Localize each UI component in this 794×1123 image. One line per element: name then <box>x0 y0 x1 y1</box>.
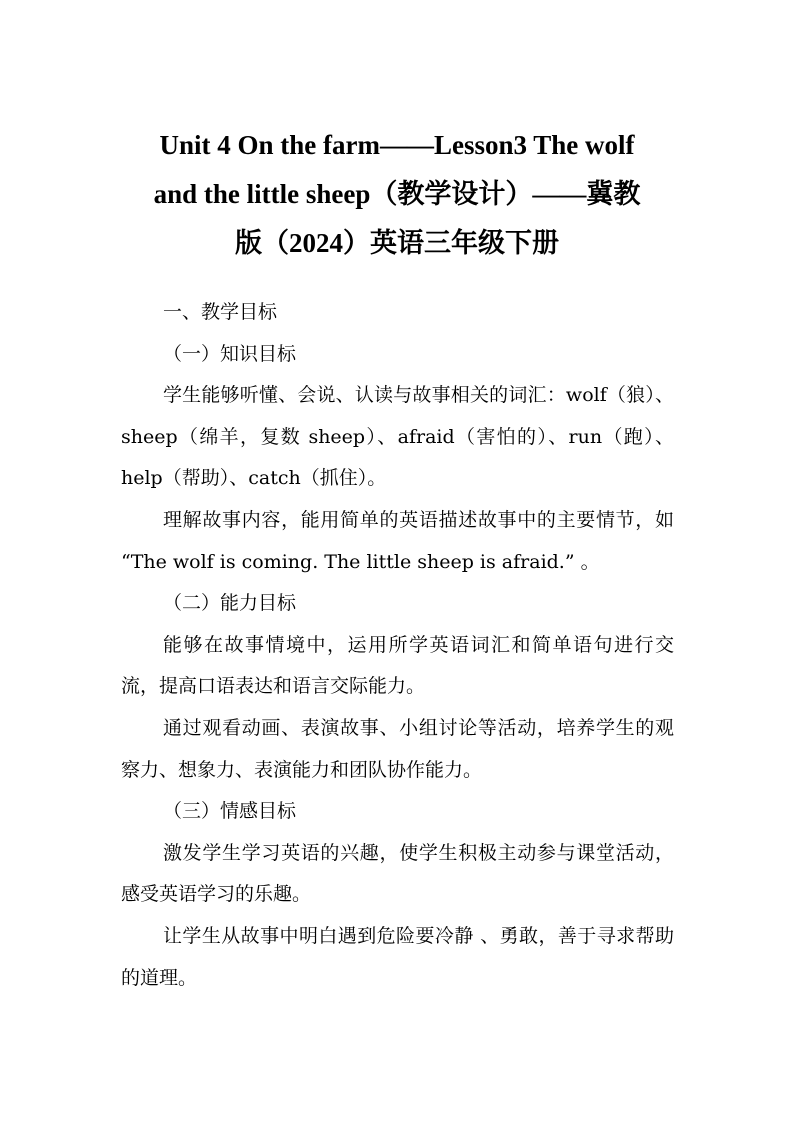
title-line-2: and the little sheep（教学设计）——冀教 <box>153 179 641 209</box>
paragraph-story-understanding: 理解故事内容，能用简单的英语描述故事中的主要情节，如 “The wolf is coming. The little sheep is afraid.” 。 <box>121 508 674 573</box>
subheading-knowledge: （一）知识目标 <box>163 342 297 365</box>
section-heading-objectives: 一、教学目标 <box>163 301 278 323</box>
paragraph-vocabulary: 学生能够听懂、会说、认读与故事相关的词汇：wolf（狼）、sheep（绵羊，复数 sheep）、afraid（害怕的）、run（跑）、help（帮助）、catch（抓住）。 <box>121 384 674 490</box>
document-body <box>121 292 674 999</box>
paragraph-communication: 能够在故事情境中，运用所学英语词汇和简单语句进行交流，提高口语表达和语言交际能力。 <box>121 633 674 698</box>
title-line-1: Unit 4 On the farm——Lesson3 The wolf <box>159 130 635 160</box>
document-title <box>110 121 684 268</box>
subheading-ability: （二）能力目标 <box>163 592 297 615</box>
title-line-3: 版（2024）英语三年级下册 <box>235 228 559 258</box>
paragraph-interest: 激发学生学习英语的兴趣，使学生积极主动参与课堂活动，感受英语学习的乐趣。 <box>121 841 674 906</box>
subheading-emotion: （三）情感目标 <box>163 800 297 823</box>
paragraph-safety: 让学生从故事中明白遇到危险要冷静 、勇敢，善于寻求帮助的道理。 <box>121 924 674 989</box>
paragraph-activities: 通过观看动画、表演故事、小组讨论等活动，培养学生的观察力、想象力、表演能力和团队协作能力。 <box>121 716 674 781</box>
